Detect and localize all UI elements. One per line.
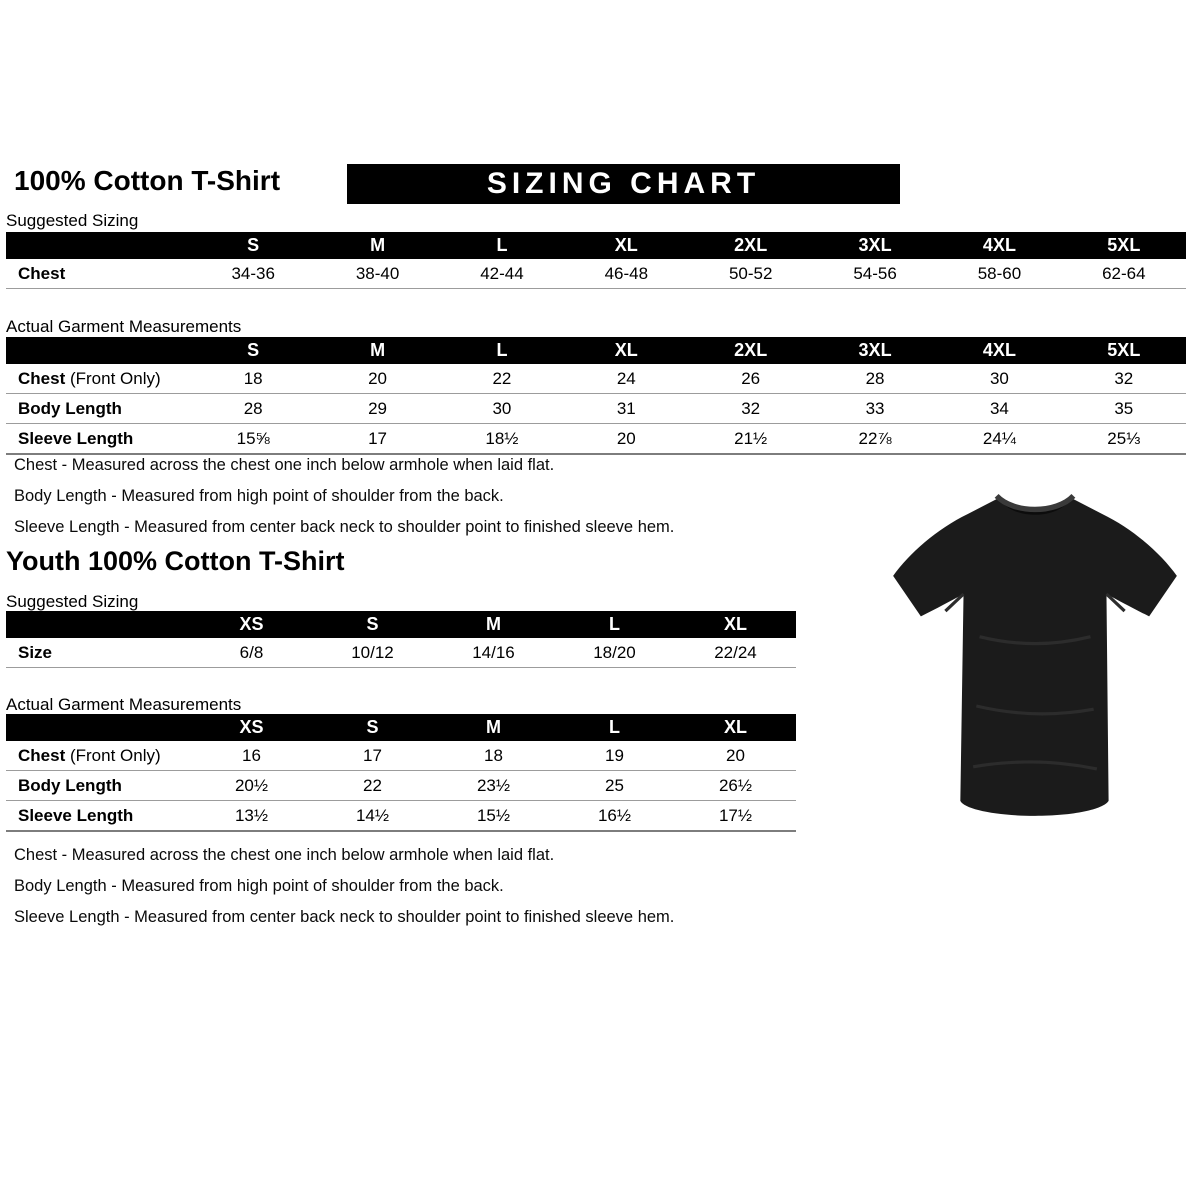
youth-actual-header-row [6,714,796,741]
row-label: Size [18,642,53,662]
tshirt-body-shape [893,498,1177,816]
table-row-body-length [6,394,1186,424]
row-label: Body Length [18,398,122,418]
col-header: M [486,614,501,634]
value-cell: 19 [605,745,624,765]
value-cell: 20 [726,745,745,765]
value-cell: 26½ [718,775,753,795]
col-header: 4XL [982,340,1016,360]
col-header: XL [723,717,747,737]
value-cell: 18/20 [593,642,636,662]
value-cell: 17 [363,745,382,765]
value-cell: 50-52 [728,263,773,283]
youth-suggested-sizing-label: Suggested Sizing [6,592,139,611]
adult-suggested-table [6,232,1186,289]
value-cell: 54-56 [853,263,897,283]
adult-actual-header-row [6,337,1186,364]
col-header: L [496,235,508,255]
col-header: L [609,614,620,634]
value-cell: 24¼ [982,428,1016,448]
value-cell: 20 [616,428,636,448]
value-cell: 17 [368,428,388,448]
sizing-chart-banner [347,164,900,204]
table-row-chest-front-only [6,741,796,771]
value-cell: 62-64 [1102,263,1146,283]
table-row-chest-front-only [6,364,1186,394]
value-cell: 16 [242,745,261,765]
value-cell: 17½ [718,805,753,825]
adult-suggested-header-row [6,232,1186,259]
value-cell: 16½ [597,805,632,825]
value-cell: 22 [492,368,512,388]
col-header: S [366,717,379,737]
note-body-length: Body Length - Measured from high point of shoulder from the back. [14,877,504,895]
value-cell: 32 [741,398,761,418]
value-cell: 34 [989,398,1009,418]
value-cell: 6/8 [239,642,264,662]
adult-actual-measurements-label: Actual Garment Measurements [6,317,242,336]
row-label [6,746,191,766]
col-header: XL [614,235,638,255]
col-header: 5XL [1107,340,1141,360]
value-cell: 14½ [355,805,390,825]
value-cell: 42-44 [480,263,524,283]
value-cell: 29 [368,398,388,418]
value-cell: 15½ [476,805,511,825]
value-cell: 22⅞ [858,428,892,448]
col-header: XS [239,614,264,634]
value-cell: 14/16 [472,642,515,662]
youth-title: Youth 100% Cotton T-Shirt [6,546,345,576]
table-row-size [6,638,796,668]
row-label: Sleeve Length [18,428,134,448]
value-cell: 18½ [485,428,519,448]
value-cell: 20 [368,368,388,388]
row-label [6,369,191,389]
value-cell: 23½ [476,775,511,795]
adult-actual-table [6,337,1186,455]
value-cell: 32 [1114,368,1134,388]
col-header: 5XL [1107,235,1141,255]
note-body-length: Body Length - Measured from high point of shoulder from the back. [14,487,504,505]
value-cell: 21½ [734,428,768,448]
note-chest: Chest - Measured across the chest one inch below armhole when laid flat. [14,456,555,474]
row-label-text: Chest [18,368,66,388]
value-cell: 35 [1114,398,1134,418]
value-cell: 20½ [234,775,269,795]
value-cell: 18 [484,745,503,765]
page-title: 100% Cotton T-Shirt [14,165,281,196]
value-cell: 28 [865,368,885,388]
note-chest: Chest - Measured across the chest one inch below armhole when laid flat. [14,846,555,864]
table-row-body-length [6,771,796,801]
value-cell: 25 [605,775,624,795]
table-row-chest [6,259,1186,289]
value-cell: 13½ [234,805,269,825]
value-cell: 30 [989,368,1009,388]
row-label-suffix: (Front Only) [69,368,161,388]
col-header: L [496,340,508,360]
value-cell: 38-40 [355,263,400,283]
youth-actual-table [6,714,796,832]
col-header: 3XL [858,340,892,360]
col-header: XL [723,614,747,634]
note-sleeve-length: Sleeve Length - Measured from center back neck to shoulder point to finished sleeve hem. [14,908,675,926]
col-header: M [370,235,386,255]
col-header: M [486,717,501,737]
youth-measurement-notes [14,840,674,933]
adult-measurement-notes [14,450,674,543]
value-cell: 26 [741,368,761,388]
value-cell: 30 [492,398,512,418]
row-label: Body Length [18,775,122,795]
value-cell: 15⅝ [236,428,270,448]
adult-suggested-sizing-label: Suggested Sizing [6,211,139,230]
value-cell: 31 [616,398,636,418]
sizing-chart-banner-text: SIZING CHART [486,167,761,200]
value-cell: 18 [243,368,263,388]
value-cell: 24 [616,368,636,388]
row-label: Sleeve Length [18,805,134,825]
value-cell: 25⅓ [1107,428,1141,448]
row-label: Chest [18,263,66,283]
row-label-text: Chest [18,745,66,765]
col-header: XS [239,717,264,737]
value-cell: 33 [865,398,885,418]
col-header: XL [614,340,638,360]
youth-suggested-table [6,611,796,668]
value-cell: 22/24 [714,642,757,662]
col-header: 4XL [982,235,1016,255]
col-header: S [247,340,260,360]
value-cell: 58-60 [977,263,1022,283]
value-cell: 10/12 [351,642,394,662]
col-header: S [247,235,260,255]
col-header: 2XL [734,235,768,255]
col-header: 3XL [858,235,892,255]
value-cell: 46-48 [604,263,649,283]
col-header: 2XL [734,340,768,360]
col-header: L [609,717,620,737]
value-cell: 28 [243,398,263,418]
youth-actual-measurements-label: Actual Garment Measurements [6,695,242,714]
row-label-suffix: (Front Only) [69,745,161,765]
value-cell: 34-36 [231,263,275,283]
value-cell: 22 [363,775,382,795]
table-row-sleeve-length [6,801,796,832]
tshirt-photo [875,472,1195,844]
youth-suggested-header-row [6,611,796,638]
note-sleeve-length: Sleeve Length - Measured from center back neck to shoulder point to finished sleeve hem. [14,518,675,536]
col-header: S [366,614,379,634]
col-header: M [370,340,386,360]
